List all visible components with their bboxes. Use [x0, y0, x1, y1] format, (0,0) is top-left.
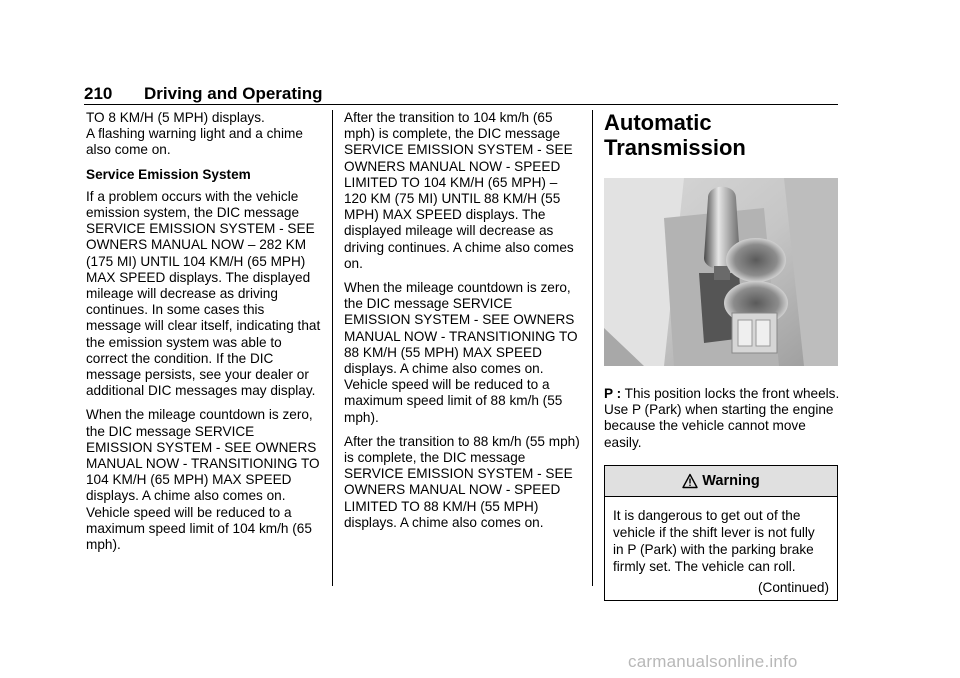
warning-box: [604, 465, 838, 601]
paragraph: When the mileage countdown is zero, the DIC message SERVICE EMISSION SYSTEM - SEE OWNERS MANUAL NOW - TRANSITIONING TO 104 KM/H (65 MPH) MAX SPEED displays. A chime also comes on. Vehicle speed will be reduced to a maximum speed limit of 104 km/h (65 mph).: [86, 407, 320, 553]
column-divider-1: [332, 110, 333, 586]
column-divider-2: [592, 110, 593, 586]
page-number: 210: [84, 84, 113, 103]
warning-text: It is dangerous to get out of the vehicle if the shift lever is not fully in P (Park) with the parking brake firmly set. The vehicle can roll.: [613, 507, 815, 574]
warning-header: [605, 466, 837, 497]
warning-title: Warning: [702, 472, 760, 489]
paragraph: If a problem occurs with the vehicle emission system, the DIC message SERVICE EMISSION SYSTEM - SEE OWNERS MANUAL NOW – 282 KM (175 MI) UNTIL 104 KM/H (65 MPH) MAX SPEED displays. The displayed mileage will decrease as driving continues. In some cases this message will clear itself, indicating that the emission system was able to correct the condition. If the DIC message persists, see your dealer or additional DIC messages may display.: [86, 188, 321, 399]
paragraph: After the transition to 104 km/h (65 mph) is complete, the DIC message SERVICE EMISSION SYSTEM - SEE OWNERS MANUAL NOW - SPEED LIMITED TO 104 KM/H (65 MPH) – 120 KM (75 MI) UNTIL 88 KM/H (55 MPH) MAX SPEED displays. The displayed mileage will decrease as driving continues. A chime also comes on.: [344, 110, 574, 271]
heading-automatic-transmission: Automatic Transmission: [604, 110, 746, 160]
column-1: [86, 110, 322, 561]
park-term: P :: [604, 386, 622, 401]
column-3: [604, 110, 840, 601]
paragraph: TO 8 KM/H (5 MPH) displays. A flashing warning light and a chime also come on.: [86, 110, 303, 158]
warning-triangle-icon: [682, 473, 698, 489]
paragraph: After the transition to 88 km/h (55 mph) is complete, the DIC message SERVICE EMISSION SYSTEM - SEE OWNERS MANUAL NOW - SPEED LIMITED TO 88 KM/H (55 MPH) displays. A chime also comes on.: [344, 433, 580, 530]
park-description: [604, 386, 840, 451]
paragraph: When the mileage countdown is zero, the DIC message SERVICE EMISSION SYSTEM - SEE OWNERS MANUAL NOW - TRANSITIONING TO 88 KM/H (55 MPH) MAX SPEED displays. A chime also comes on. Vehicle speed will be reduced to a maximum speed limit of 88 km/h (55 mph).: [344, 280, 578, 425]
column-2: [344, 110, 580, 539]
header-rule: [84, 104, 838, 105]
watermark: carmanualsonline.info: [628, 652, 798, 671]
park-text: This position locks the front wheels. Use P (Park) when starting the engine because the vehicle cannot move easily.: [604, 386, 840, 450]
page-header: [84, 84, 838, 106]
section-title: Driving and Operating: [144, 84, 323, 103]
subheading-service-emission: Service Emission System: [86, 166, 251, 182]
shift-lever-photo: [604, 178, 838, 366]
continued-label: (Continued): [757, 579, 829, 595]
warning-body: [605, 497, 837, 600]
